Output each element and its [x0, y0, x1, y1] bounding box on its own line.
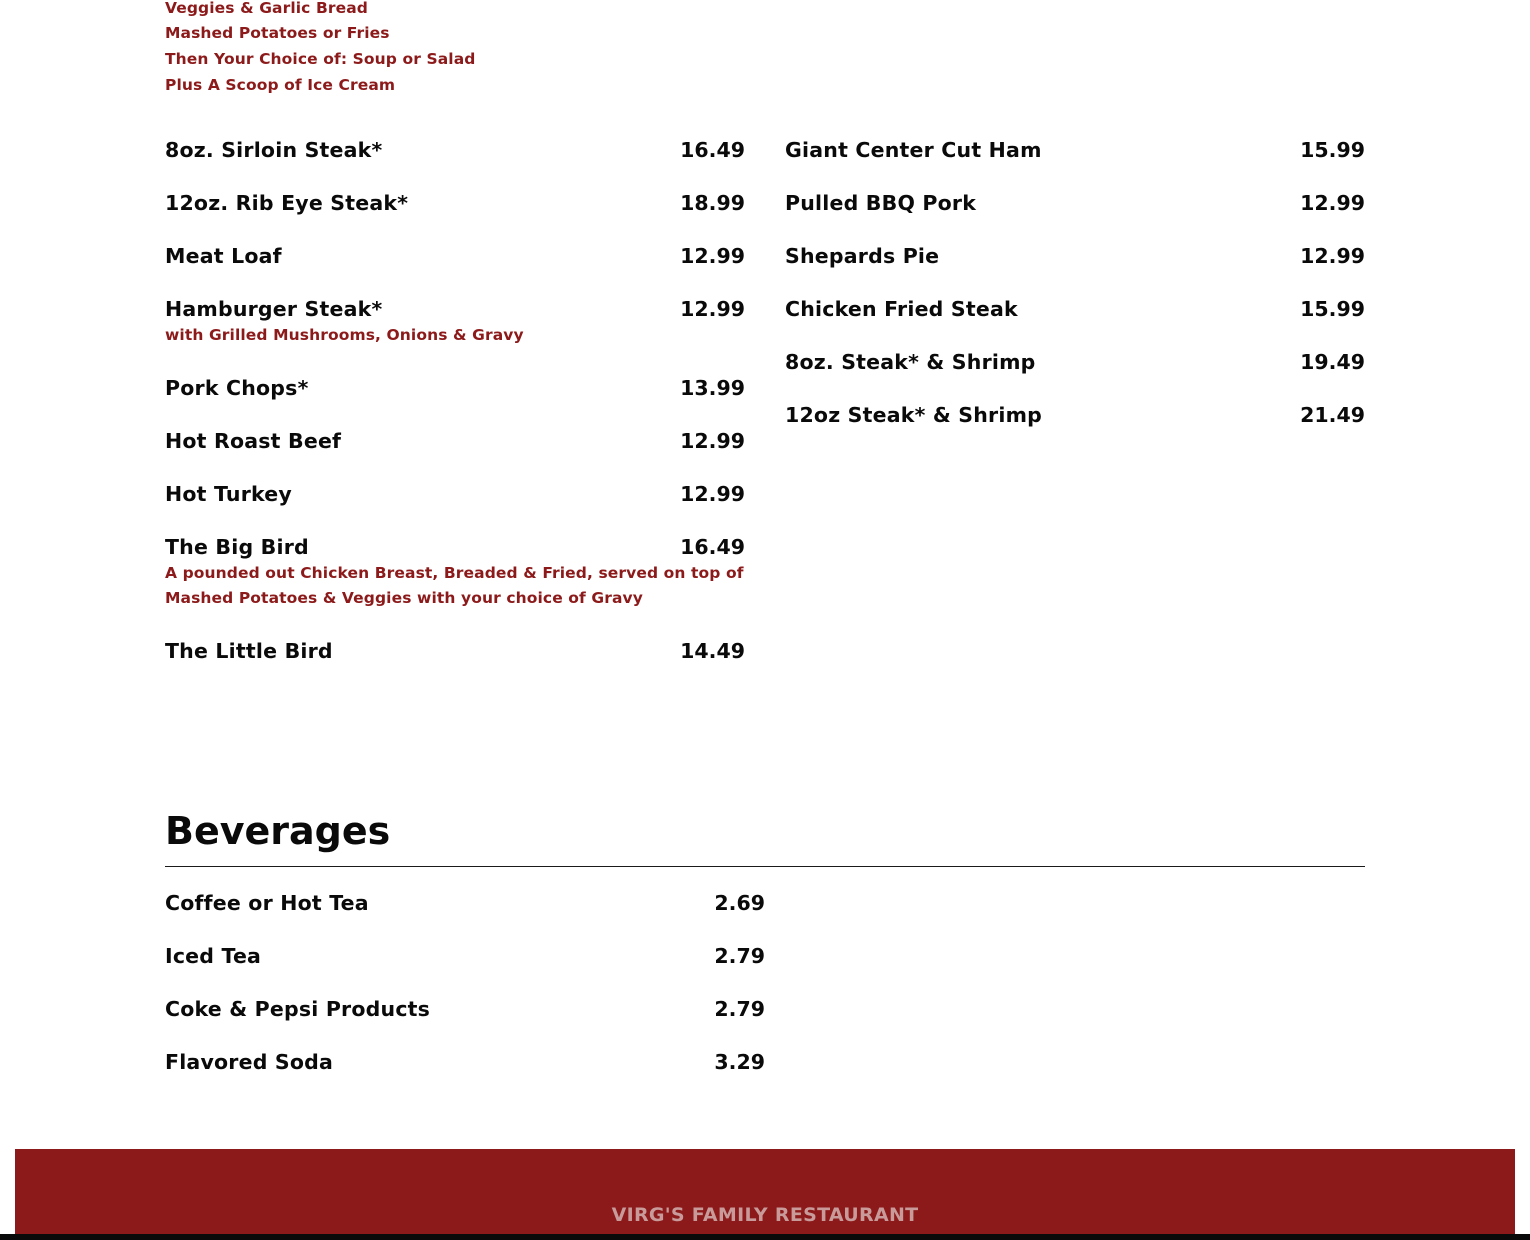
menu-item-name: Hot Roast Beef [165, 429, 342, 453]
menu-item-price: 18.99 [680, 191, 745, 215]
menu-item-price: 15.99 [1300, 297, 1365, 321]
menu-item [165, 480, 745, 508]
menu-item-name: 8oz. Sirloin Steak* [165, 138, 383, 162]
includes-line: Then Your Choice of: Soup or Salad [165, 50, 476, 68]
menu-item-price: 12.99 [680, 244, 745, 268]
menu-item [785, 189, 1365, 217]
beverage-item [165, 942, 765, 970]
section-divider [165, 866, 1365, 867]
beverage-price: 3.29 [714, 1050, 765, 1074]
menu-item-name: Pulled BBQ Pork [785, 191, 977, 215]
beverage-name: Flavored Soda [165, 1050, 334, 1074]
menu-item-price: 16.49 [680, 138, 745, 162]
menu-item-name: The Little Bird [165, 639, 333, 663]
beverages-heading: Beverages [165, 809, 391, 853]
menu-item-price: 16.49 [680, 535, 745, 559]
beverage-price: 2.69 [714, 891, 765, 915]
menu-item-name: Giant Center Cut Ham [785, 138, 1042, 162]
menu-item-price: 12.99 [680, 482, 745, 506]
beverage-price: 2.79 [714, 997, 765, 1021]
beverage-name: Coffee or Hot Tea [165, 891, 369, 915]
bottom-edge-bar [0, 1234, 1530, 1240]
menu-item-description: A pounded out Chicken Breast, Breaded & Fried, served on top of [165, 564, 744, 582]
menu-item-name: 12oz Steak* & Shrimp [785, 403, 1043, 427]
menu-item-price: 13.99 [680, 376, 745, 400]
beverage-item [165, 889, 765, 917]
menu-item [165, 295, 745, 348]
menu-item-name: 8oz. Steak* & Shrimp [785, 350, 1036, 374]
menu-item [165, 189, 745, 217]
menu-item-name: 12oz. Rib Eye Steak* [165, 191, 409, 215]
menu-item [785, 242, 1365, 270]
beverage-name: Iced Tea [165, 944, 262, 968]
menu-item [165, 242, 745, 270]
menu-item [785, 136, 1365, 164]
footer-restaurant-name[interactable]: VIRG'S FAMILY RESTAURANT [611, 1204, 919, 1226]
menu-item [165, 533, 745, 611]
menu-item-name: Hot Turkey [165, 482, 292, 506]
menu-item-name: Chicken Fried Steak [785, 297, 1018, 321]
menu-item-price: 12.99 [1300, 244, 1365, 268]
menu-item [785, 348, 1365, 376]
menu-item [165, 136, 745, 164]
menu-item-description: Mashed Potatoes & Veggies with your choice of Gravy [165, 589, 643, 607]
menu-item [165, 427, 745, 455]
includes-line: Plus A Scoop of Ice Cream [165, 76, 396, 94]
menu-item-price: 12.99 [680, 297, 745, 321]
menu-item-name: Pork Chops* [165, 376, 309, 400]
menu-item-name: Shepards Pie [785, 244, 940, 268]
menu-item-name: The Big Bird [165, 535, 309, 559]
menu-item-price: 15.99 [1300, 138, 1365, 162]
beverage-item [165, 1048, 765, 1076]
footer [15, 1149, 1515, 1240]
menu-item-price: 19.49 [1300, 350, 1365, 374]
menu-item-name: Meat Loaf [165, 244, 282, 268]
menu-item-price: 12.99 [680, 429, 745, 453]
menu-item [165, 374, 745, 402]
beverage-price: 2.79 [714, 944, 765, 968]
menu-item [785, 295, 1365, 323]
menu-item-price: 21.49 [1300, 403, 1365, 427]
menu-item [785, 401, 1365, 429]
menu-item-price: 14.49 [680, 639, 745, 663]
menu-item-price: 12.99 [1300, 191, 1365, 215]
includes-line: Veggies & Garlic Bread [165, 0, 368, 17]
menu-item-name: Hamburger Steak* [165, 297, 383, 321]
includes-line: Mashed Potatoes or Fries [165, 24, 390, 42]
menu-item [165, 637, 745, 665]
menu-item-description: with Grilled Mushrooms, Onions & Gravy [165, 326, 524, 344]
beverage-name: Coke & Pepsi Products [165, 997, 431, 1021]
beverage-item [165, 995, 765, 1023]
